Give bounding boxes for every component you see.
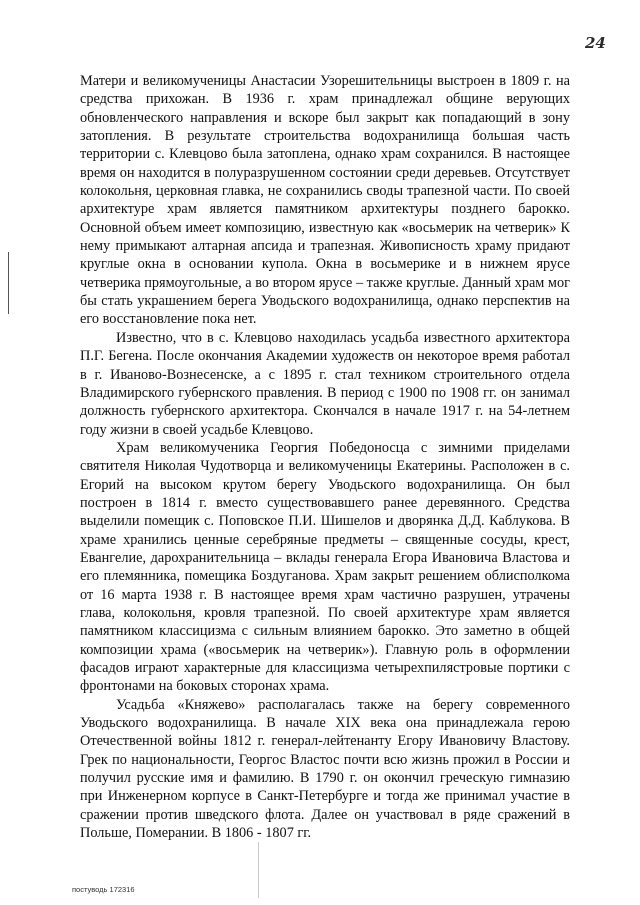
scan-artifact-line [258,842,259,898]
paragraph-3: Храм великомученика Георгия Победоносца с зимними приделами святителя Николая Чудотворца и великомученицы Екатерины. Расположен в с. Егорий на высоком крутом берегу Уводьского водохранилища. Он был построен в 1814 г. вместо существовавшего ранее деревянного. Средства выделили помещик с. Поповское П.И. Шишелов и дворянка Д.Д. Каблукова. В храме хранились ценные серебряные предметы – священные сосуды, крест, Евангелие, дарохранительница – вклады генерала Егора Ивановича Властова и его племянника, помещика Боздуганова. Храм закрыт решением облисполкома от 16 марта 1938 г. В настоящее время храм частично разрушен, утрачены глава, колокольня, кровля трапезной. По своей архитектуре храм является памятником классицизма с сильным влиянием барокко. Это заметно в общей композиции храма («восьмерик на четверик»). Главную роль в оформлении фасадов играют характерные для классицизма четырехпилястровые портики с фронтонами на боковых сторонах храма. [80,439,570,695]
paragraph-2: Известно, что в с. Клевцово находилась усадьба известного архитектора П.Г. Бегена. После окончания Академии художеств он некоторое время работал в г. Иваново-Вознесенске, а с 1895 г. стал техником строительного отдела Владимирского губернского правления. В период с 1900 по 1908 гг. он занимал должность губернского архитектора. Скончался в начале 1917 г. на 54-летнем году жизни в своей усадьбе Клевцово. [80,329,570,438]
paragraph-1: Матери и великомученицы Анастасии Узорешительницы выстроен в 1809 г. на средства прихожан. В 1936 г. храм принадлежал общине верующих обновленческого направления и вскоре был закрыт как попадающий в зону затопления. В результате строительства водохранилища большая часть территории с. Клевцово была затоплена, однако храм сохранился. В настоящее время он находится в полуразрушенном состоянии среди деревьев. Отсутствует колокольня, церковная главка, не сохранились своды трапезной части. По своей архитектуре храм является памятником архитектуры позднего барокко. Основной объем имеет композицию, известную как «восьмерик на четверик» К нему примыкают алтарная апсида и трапезная. Живописность храму придают круглые окна в основании купола. Окна в восьмерике и в нижнем ярусе четверика прямоугольные, а во втором ярусе – также круглые. Данный храм мог бы стать украшением берега Уводьского водохранилища, однако перспектив на его восстановление пока нет. [80,73,570,328]
page-number: 24 [585,34,606,52]
footer-stamp: постуводь 172316 [72,885,135,894]
margin-line [8,252,9,314]
document-body [80,72,570,842]
paragraph-4: Усадьба «Княжево» располагалась также на берегу современного Уводьского водохранилища. В начале XIX века она принадлежала герою Отечественной войны 1812 г. генерал-лейтенанту Егору Ивановичу Властову. Грек по национальности, Георгос Властос почти всю жизнь прожил в России и получил русские имя и фамилию. В 1790 г. он окончил греческую гимназию при Инженерном корпусе в Санкт-Петербурге и тогда же принимал участие в сражении против шведского флота. Далее он участвовал в ряде сражений в Польше, Померании. В 1806 - 1807 гг. [80,696,570,842]
